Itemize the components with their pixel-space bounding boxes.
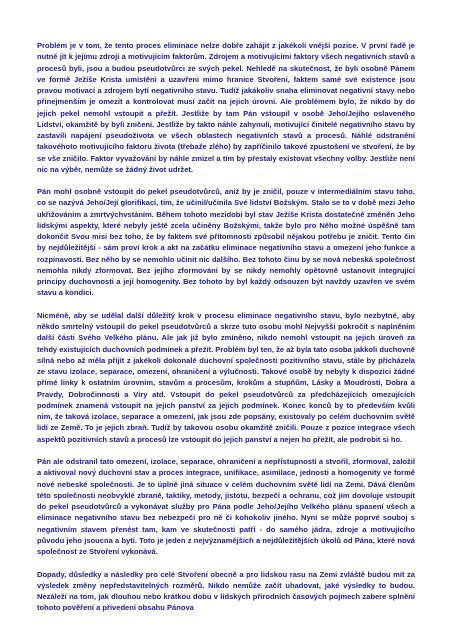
- paragraph: Dopady, důsledky a následky pro celé Stvoření obecně a pro lidskou rasu na Zemi zvláště budou mít za výsledek změny nepředstavitelných rozměrů. Nikdo nemůže začít uhadovat, jaké výsledky to budou. Nezáleží na tom, jak dlouhou nebo krátkou dobu v lidských přírodních časových pojmech zabere splnění tohoto pověření a přivedení obsahu Pánova: [37, 569, 415, 613]
- paragraph: Pán mohl osobně vstoupit do pekel pseudotvůrců, aniž by je zničil, pouze v intermediálním stavu toho, co se nazývá Jeho/Její glorifikací, tím, že učinil/učinila Své lidství Božským. Stalo se to v době mezi Jeho ukřižováním a zmrtvýchvstáním. Během tohoto mezidobí byl stav Ježíše Krista dostatečně změněn Jeho lidskými aspekty, které nebyly ještě zcela učiněny Božskými, takže bylo pro Něho možné úspěšně tam dokončit Svou misi bez toho, že by faktem své přítomnosti způsobil nějakou potřebu je zničit. Tento čin by nejdůležitější - sám proví krok a akt na začátku eliminace negativního stavu a omezení jeho funkce a rozpínavosti. Bez něho by se nemohlo učinit nic dalšího. Bez tohoto činu by se nová nebeská společnost nemohla nikdy zformovat. Bez jejího zformování by se nikdy nemohly opětovně ustanovit integrující principy duchovnosti a její homogenity. Bez tohoto by byl každý odsouzen být navždy uzavřen ve svém stavu a kondici.: [37, 187, 415, 298]
- paragraph: Nicméně, aby se udělal další důležitý krok v procesu eliminace negativního stavu, bylo nezbytné, aby někdo smrtelný vstoupil do pekel pseudotvůrců a skrze tuto osobu mohl Nejvyšší pokročit s naplněním další části Svého Velkého plánu. Ale jak již bylo zmíněno, nikdo nemohl vstoupit na jejich úroveň za tehdy existujících duchovních podmínek a přežít. Problém byl ten, že až byla tato osoba jakkoli duchovně silná nebo až měla přijít z jakékoli dokonalé duchovní společnosti pozitivního stavu, stále by přicházela ze stavu izolace, separace, omezení, ohraničení a výlučnosti. Takové osobě by nebyly k dispozici žádné přímé linky k ostatním úrovním, stavům a procesům, krokům a stupňům, Lásky a Moudrosti, Dobra a Pravdy, Dobročinnosti a Víry atd. Vstoupit do pekel pseudotvůrců za předcházejících omezujících podmínek znamená vstoupit na jejich panství za jejich podmínek. Konec konců by to především kvůli nim, že taková izolace, separace a omezení, jak jsou zde popsány, existovaly po celém duchovním světě lidí ze Země. To je jejich zbraň. Tudíž by takovou osobu okamžitě zničili. Pouze z pozice integrace všech aspektů pozitivních stavů a procesů lze vstoupit do jejich panství a nejen ho přežít, ale podrobit si ho.: [37, 310, 415, 444]
- paragraph: Pán ale odstranil tato omezení, izolace, separace, ohraničení a nepřístupnosti a stvořil, zformoval, založil a aktivoval nový duchovní stav a proces integrace, unifikace, asimilace, jednosti a homogenity ve formě nové nebeské společnosti. Je to úplně jiná situace v celém duchovním světě lidí na Zemi. Dává členům této společnosti neobvyklé zbraně, taktiky, metody, jistotu, bezpečí a ochranu, což jim dovoluje vstoupit do pekel pseudotvůrců a vykonávat služby pro Pána podle Jeho/Jejího Velkého plánu spasení všech a eliminace negativního stavu bez nebezpečí pro ně či kohokoliv jiného. Nyní se může poprvé souboj s negativním stavem přenést tam, kam ve skutečnosti patří - do samého jádra, zdroje a motivujícího původu jeho jsoucna a bytí. Toto je jeden z nejvýznamějších a nejdůležitějších úkolů od Pána, které nová společnost ze Stvoření vykonává.: [37, 457, 415, 557]
- paragraph: Problém je v tom, že tento proces eliminace nelze dobře zahájit z jakékoli vnější pozice. V první řadě je nutné jít k jejímu zdroji a motivujícím faktorům. Zdrojem a motivujícími faktory všech negativních stavů a procesů byli, jsou a budou pseudotvůrci ze svých pekel. Nehledě na skutečnost, že byli osobně Pánem ve formě Ježíše Krista umístěni a uzavřeni mimo hranice Stvoření, faktem samé své existence jsou pravou motivací a zdrojem bytí negativního stavu. Tudíž jakákoliv snaha eliminovat negativní stavy nebo přinejmenším je omezit a kontrolovat musí začít na jejich úrovni. Ale problémem bylo, že nikdo by do jejich pekel nemohl vstoupit a přežít. Jestliže by tam Pán vstoupil v osobě Jeho/Jejího oslaveného Lidství, okamžitě by byli zničeni. Jestliže by takto náhle zahynuli, motivující činitelé negativního stavu by zastavili napájení pseudoživota ve všech oblastech negativních stavů a procesů. Náhlé odstranění takovéhoto motivujícího faktoru života (třebaže zlého) by zapříčinilo takové zpustošení ve stvoření, že by se vše zničilo. Faktor vyvažování by náhle zmizel a tím by přestaly existovat všechny volby. Jestliže není nic na výběr, nemůže se žádný život udržet.: [37, 41, 415, 174]
- document-page: [37, 40, 415, 620]
